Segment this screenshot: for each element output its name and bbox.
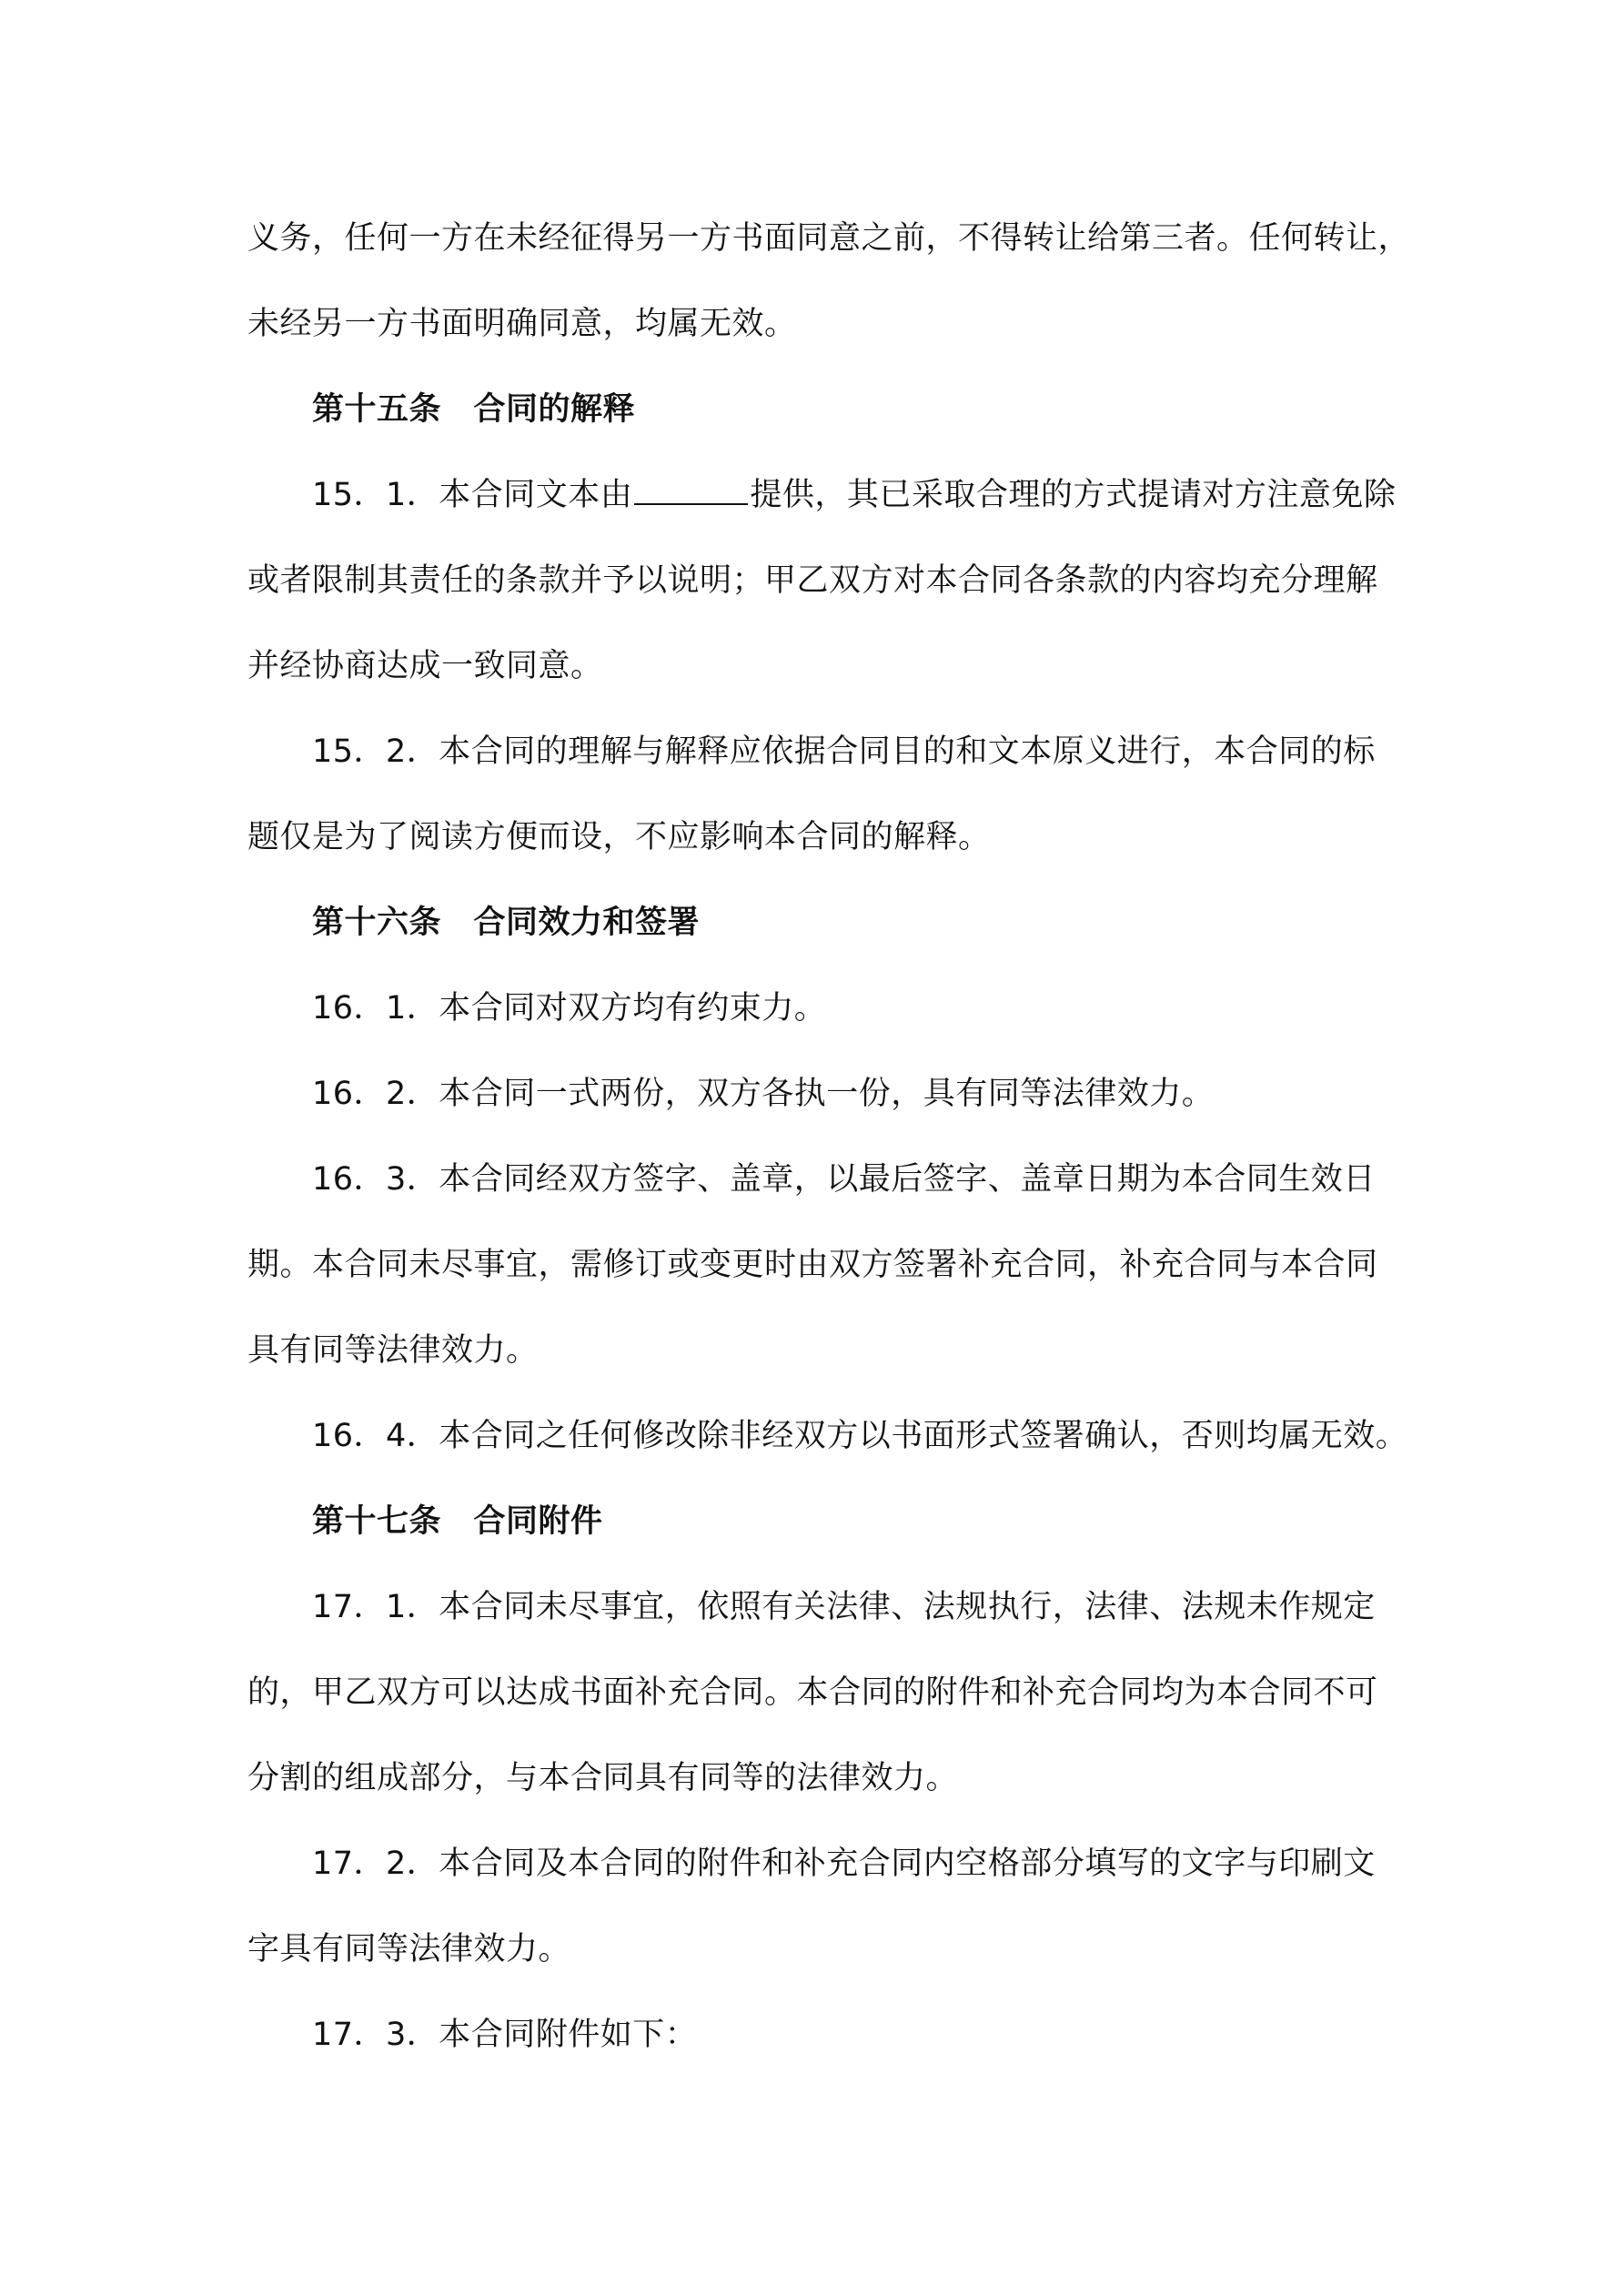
clause-15-2-line: 15．2．本合同的理解与解释应依据合同目的和文本原义进行，本合同的标 bbox=[312, 733, 1376, 770]
clause-16-1-line: 16．1．本合同对双方均有约束力。 bbox=[312, 990, 827, 1027]
paragraph-line: 的，甲乙双方可以达成书面补充合同。本合同的附件和补充合同均为本合同不可 bbox=[247, 1674, 1378, 1711]
section-heading-17: 第十七条 合同附件 bbox=[312, 1503, 603, 1540]
paragraph-line: 期。本合同未尽事宜，需修订或变更时由双方签署补充合同，补充合同与本合同 bbox=[247, 1247, 1378, 1283]
clause-text: 15．1．本合同文本由 bbox=[312, 477, 633, 513]
paragraph-line: 具有同等法律效力。 bbox=[247, 1332, 539, 1369]
paragraph-line: 或者限制其责任的条款并予以说明；甲乙双方对本合同各条款的内容均充分理解 bbox=[247, 562, 1378, 599]
clause-17-2-line: 17．2．本合同及本合同的附件和补充合同内空格部分填写的文字与印刷文 bbox=[312, 1846, 1376, 1882]
section-heading-15: 第十五条 合同的解释 bbox=[312, 391, 636, 428]
paragraph-line: 题仅是为了阅读方便而设，不应影响本合同的解释。 bbox=[247, 819, 991, 855]
clause-17-3-line: 17．3．本合同附件如下： bbox=[312, 2017, 698, 2053]
clause-15-1-line bbox=[312, 473, 1458, 517]
clause-16-2-line: 16．2．本合同一式两份，双方各执一份，具有同等法律效力。 bbox=[312, 1076, 1215, 1112]
paragraph-line: 分割的组成部分，与本合同具有同等的法律效力。 bbox=[247, 1760, 959, 1796]
paragraph-line: 义务，任何一方在未经征得另一方书面同意之前，不得转让给第三者。任何转让， bbox=[247, 220, 1411, 257]
clause-text: 提供，其已采取合理的方式提请对方注意免除 bbox=[750, 477, 1397, 513]
clause-16-3-line: 16．3．本合同经双方签字、盖章，以最后签字、盖章日期为本合同生效日 bbox=[312, 1161, 1376, 1198]
section-heading-16: 第十六条 合同效力和签署 bbox=[312, 905, 701, 941]
paragraph-line: 字具有同等法律效力。 bbox=[247, 1931, 571, 1967]
fill-in-blank[interactable] bbox=[634, 476, 748, 505]
paragraph-line: 并经协商达成一致同意。 bbox=[247, 648, 603, 684]
clause-17-1-line: 17．1．本合同未尽事宜，依照有关法律、法规执行，法律、法规未作规定 bbox=[312, 1589, 1376, 1625]
paragraph-line: 未经另一方书面明确同意，均属无效。 bbox=[247, 306, 797, 342]
clause-16-4-line: 16．4．本合同之任何修改除非经双方以书面形式签署确认，否则均属无效。 bbox=[312, 1418, 1408, 1454]
